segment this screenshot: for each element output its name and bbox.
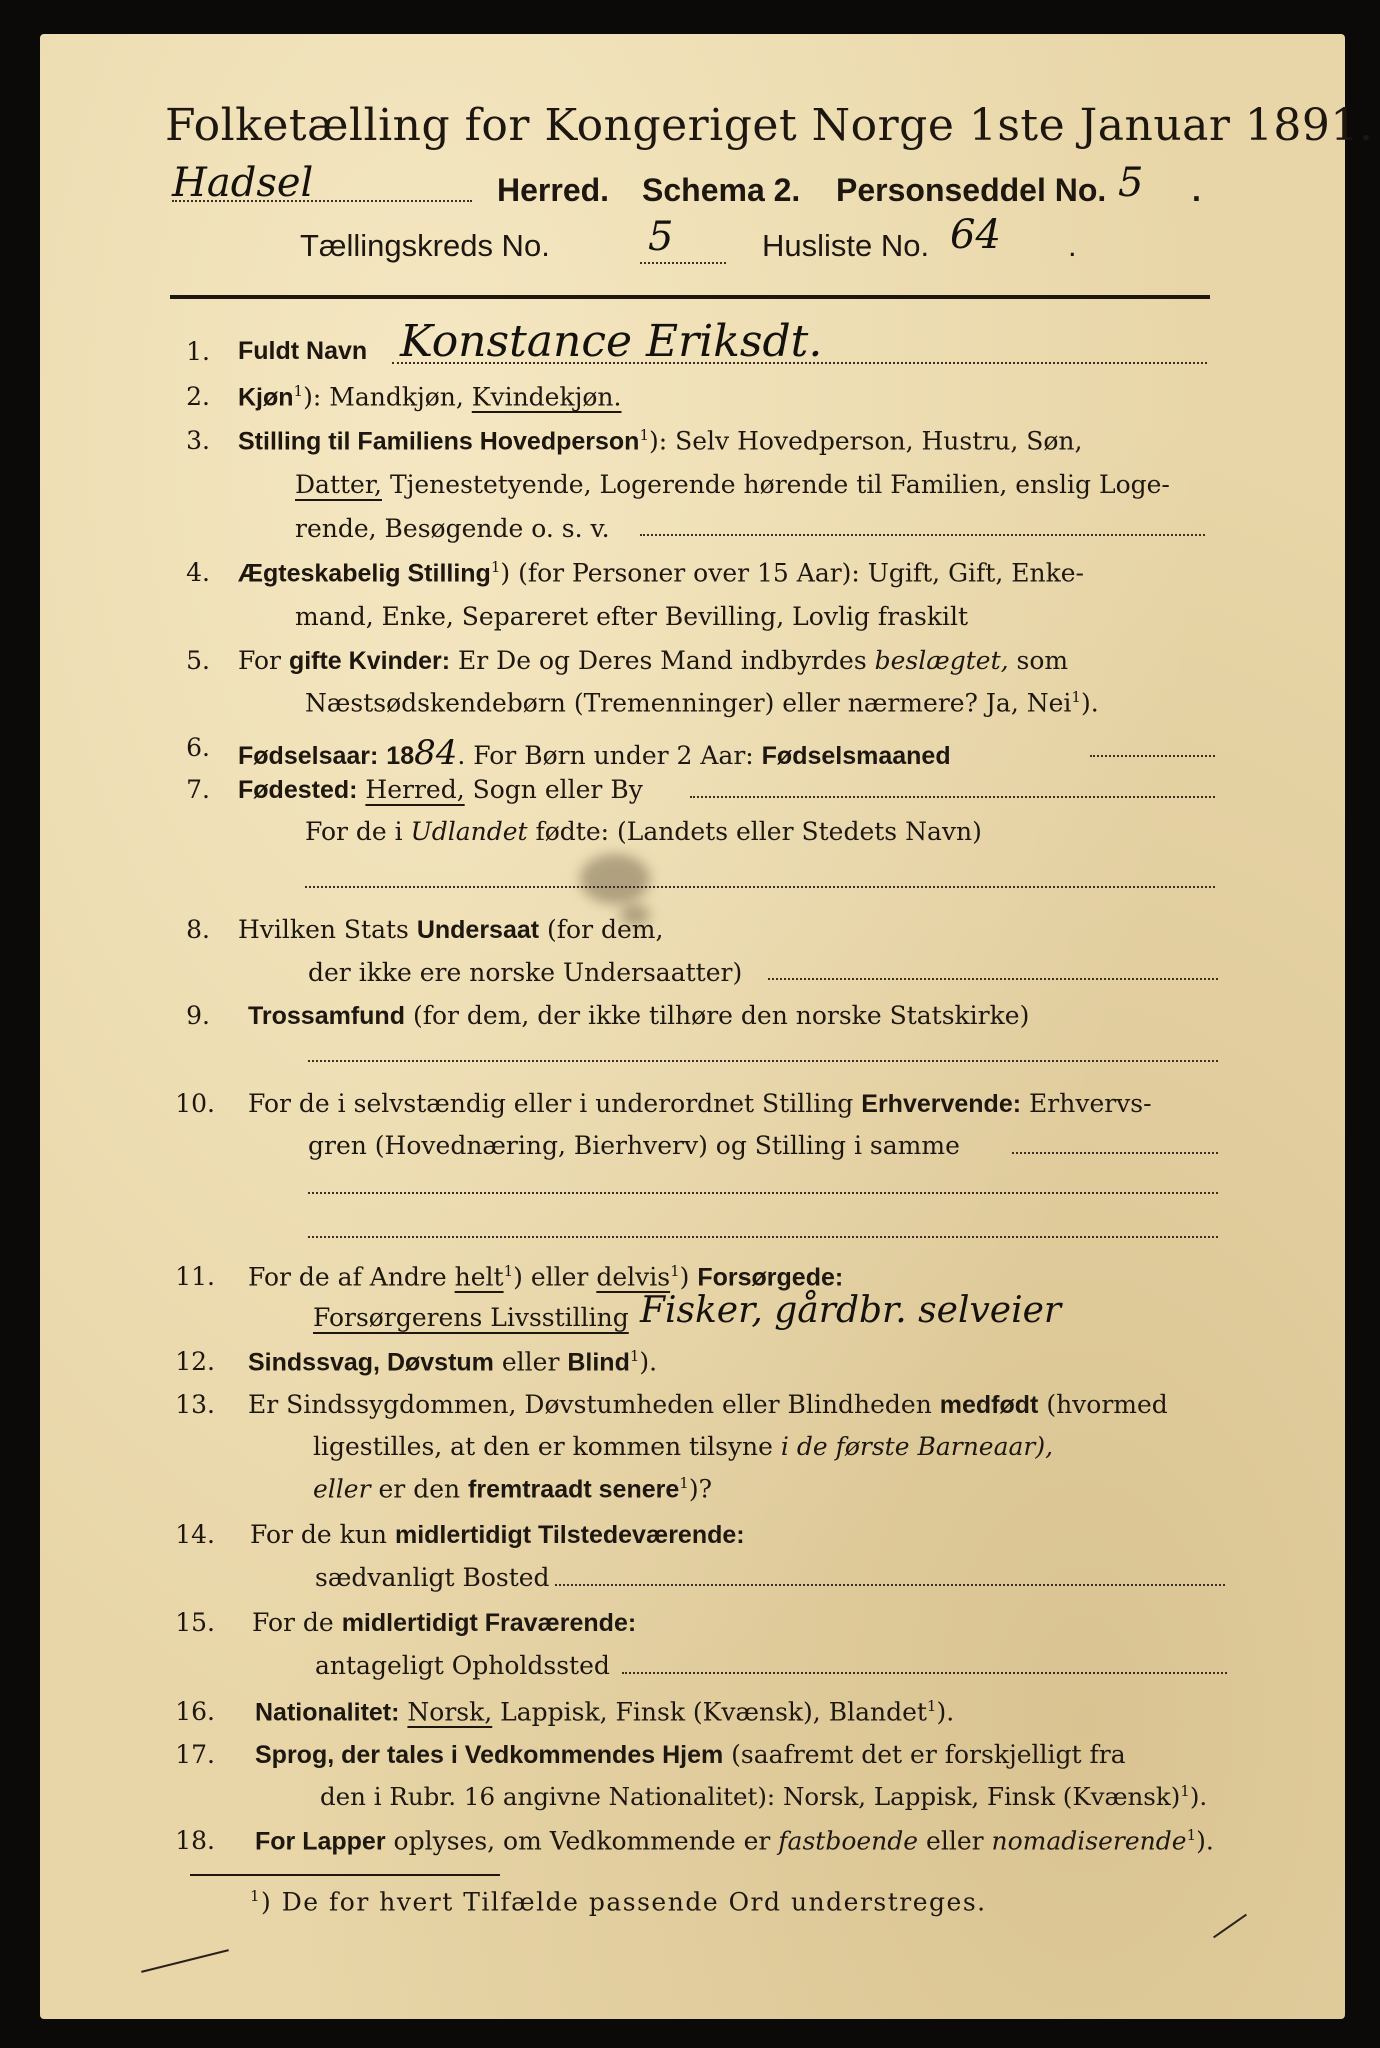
item-10-label: Erhvervende: bbox=[861, 1090, 1022, 1118]
item-7-number: 7. bbox=[186, 775, 210, 804]
item-11-number: 11. bbox=[175, 1262, 215, 1291]
item-13-line-2 bbox=[313, 1432, 1053, 1461]
item-5-text-d: beslægtet, bbox=[874, 646, 1009, 675]
footnote bbox=[250, 1887, 987, 1916]
item-13-number: 13. bbox=[175, 1390, 215, 1419]
item-14-label: midlertidigt Tilstedeværende: bbox=[394, 1521, 745, 1549]
item-16-line bbox=[255, 1697, 954, 1727]
herred-label: Herred. bbox=[497, 172, 610, 208]
item-17-text-c: den i Rubr. 16 angivne Nationalitet): Norsk, Lappisk, Finsk (Kvænsk) bbox=[320, 1782, 1181, 1812]
item-11-sup-2: 1 bbox=[670, 1262, 680, 1280]
item-3-text-2: Tjenestetyende, Logerende hørende til Familien, enslig Loge- bbox=[389, 470, 1170, 499]
item-2-sup: 1 bbox=[293, 382, 304, 400]
item-14-number: 14. bbox=[175, 1520, 215, 1549]
item-14-line-1 bbox=[250, 1520, 745, 1550]
item-3-dots bbox=[640, 534, 1205, 536]
item-9-label: Trossamfund bbox=[248, 1002, 405, 1030]
item-12-number: 12. bbox=[175, 1347, 215, 1376]
item-12-text-d: ). bbox=[639, 1347, 658, 1377]
item-5-text-a: For bbox=[238, 646, 281, 675]
item-6-label: Fødselsaar: bbox=[238, 742, 379, 770]
item-3-number: 3. bbox=[186, 426, 210, 455]
item-3-selected: Datter, bbox=[295, 470, 382, 499]
item-1-label: Fuldt Navn bbox=[238, 337, 368, 365]
item-11-sup-1: 1 bbox=[503, 1262, 514, 1280]
item-7-text-d: For de i bbox=[305, 817, 403, 846]
item-17-label: Sprog, der tales i Vedkommendes Hjem bbox=[255, 1741, 724, 1769]
item-2-label: Kjøn bbox=[238, 383, 294, 412]
item-5-number: 5. bbox=[186, 646, 210, 675]
item-2-number: 2. bbox=[186, 382, 210, 411]
item-3-label: Stilling til Familiens Hovedperson bbox=[238, 427, 640, 456]
item-18-text-b: oplyses, om Vedkommende er bbox=[393, 1826, 771, 1856]
item-11-text-a: For de af Andre bbox=[248, 1262, 447, 1292]
item-5-text-f: Næstsødskendebørn (Tremenninger) eller nærmere? Ja, Nei bbox=[305, 688, 1072, 718]
herred-handwritten: Hadsel bbox=[172, 160, 314, 206]
herred-dots bbox=[172, 200, 472, 202]
item-7-line-2 bbox=[305, 817, 982, 846]
item-13-text-d: ligestilles, at den er kommen tilsyne bbox=[313, 1432, 773, 1461]
item-15-text-a: For de bbox=[252, 1608, 334, 1637]
item-14-text-a: For de kun bbox=[250, 1520, 388, 1549]
footnote-rule bbox=[190, 1874, 500, 1876]
item-16-number: 16. bbox=[175, 1697, 215, 1726]
item-18-text-f: ). bbox=[1196, 1826, 1214, 1856]
item-2-text: ): Mandkjøn, bbox=[303, 382, 464, 412]
item-9-dots bbox=[308, 1060, 1218, 1062]
item-3-line-3: rende, Besøgende o. s. v. bbox=[295, 514, 610, 543]
footnote-text: ) De for hvert Tilfælde passende Ord understreges. bbox=[261, 1887, 987, 1917]
item-10-dots-3 bbox=[308, 1236, 1218, 1238]
ink-stain bbox=[580, 854, 650, 904]
item-11-line-2 bbox=[313, 1303, 629, 1332]
item-8-number: 8. bbox=[186, 915, 210, 944]
item-16-text-c: Lappisk, Finsk (Kvænsk), Blandet bbox=[500, 1697, 927, 1727]
item-16-selected: Norsk, bbox=[407, 1697, 493, 1727]
personseddel-end: . bbox=[1192, 172, 1201, 208]
form-title: Folketælling for Kongeriget Norge 1ste Januar 1891. bbox=[165, 100, 1374, 151]
item-10-dots-2 bbox=[308, 1192, 1218, 1194]
item-5-line-2 bbox=[305, 688, 1099, 717]
item-12-sup: 1 bbox=[629, 1347, 640, 1365]
item-16-label: Nationalitet: bbox=[255, 1698, 400, 1727]
item-11-helt: helt bbox=[454, 1262, 504, 1292]
item-11-text-e: ) bbox=[679, 1262, 690, 1292]
item-18-text-e: nomadiserende bbox=[991, 1826, 1187, 1856]
item-5-text-e: som bbox=[1016, 646, 1069, 675]
item-7-label: Fødested: bbox=[238, 776, 358, 804]
item-10-text-a: For de i selvstændig eller i underordnet Stilling bbox=[248, 1089, 854, 1118]
item-6-text: . For Børn under 2 Aar: bbox=[457, 741, 754, 770]
item-13-text-g: er den bbox=[378, 1474, 461, 1504]
item-13-line-1 bbox=[248, 1390, 1168, 1420]
item-6-prefix: 18 bbox=[386, 742, 415, 770]
item-7-selected: Herred, bbox=[365, 775, 465, 804]
taellingskreds-dots bbox=[640, 262, 726, 264]
item-15-number: 15. bbox=[175, 1608, 215, 1637]
item-16-text-d: ). bbox=[936, 1697, 955, 1727]
husliste-end: . bbox=[1068, 228, 1077, 263]
header-rule bbox=[170, 295, 1210, 299]
item-11-text-g: Forsørgerens Livsstilling bbox=[313, 1303, 629, 1332]
item-13-line-3 bbox=[313, 1474, 712, 1504]
item-5-label: gifte Kvinder: bbox=[288, 647, 451, 675]
item-4-text-1: ) (for Personer over 15 Aar): Ugift, Gift, Enke- bbox=[500, 558, 1084, 588]
item-10-text-c: Erhvervs- bbox=[1029, 1089, 1152, 1118]
item-6-line bbox=[238, 733, 951, 773]
item-9-number: 9. bbox=[186, 1001, 210, 1030]
item-8-label: Undersaat bbox=[416, 916, 540, 944]
item-18-sup: 1 bbox=[1186, 1826, 1197, 1844]
item-18-number: 18. bbox=[175, 1826, 215, 1855]
item-13-sup: 1 bbox=[679, 1474, 689, 1492]
item-3-text-1: ): Selv Hovedperson, Hustru, Søn, bbox=[649, 426, 1083, 456]
item-7-text-f: fødte: (Landets eller Stedets Navn) bbox=[535, 817, 982, 846]
item-17-line-2 bbox=[320, 1782, 1207, 1811]
personseddel-label: Personseddel No. bbox=[836, 172, 1107, 208]
item-11-line-1 bbox=[248, 1262, 843, 1292]
item-9-line bbox=[248, 1001, 1029, 1031]
item-13-text-c: (hvormed bbox=[1046, 1390, 1168, 1419]
item-15-dots bbox=[622, 1672, 1227, 1674]
item-18-text-c: fastboende bbox=[778, 1826, 919, 1856]
item-17-text-b: (saafremt det er forskjelligt fra bbox=[731, 1740, 1126, 1769]
item-4-label: Ægteskabelig Stilling bbox=[238, 559, 491, 588]
item-15-line-1 bbox=[252, 1608, 636, 1638]
item-7-dots-1 bbox=[690, 796, 1215, 798]
item-9-text: (for dem, der ikke tilhøre den norske Statskirke) bbox=[412, 1001, 1030, 1030]
item-12-label-2: Blind bbox=[567, 1348, 630, 1377]
item-11-delvis: delvis bbox=[596, 1262, 671, 1292]
item-3-sup: 1 bbox=[639, 426, 649, 444]
item-8-dots bbox=[768, 978, 1218, 980]
item-13-text-i: )? bbox=[688, 1474, 712, 1504]
item-8-text-c: (for dem, bbox=[547, 915, 664, 944]
item-7-text-e: Udlandet bbox=[410, 817, 528, 846]
item-18-label: For Lapper bbox=[255, 1827, 386, 1856]
item-13-label: medfødt bbox=[939, 1391, 1039, 1419]
item-1-number: 1. bbox=[186, 337, 210, 366]
item-13-text-e: i de første Barneaar), bbox=[780, 1432, 1054, 1461]
item-4-number: 4. bbox=[186, 558, 210, 587]
item-18-line bbox=[255, 1826, 1214, 1856]
item-6-dots bbox=[1090, 755, 1215, 757]
item-10-dots-1 bbox=[1012, 1152, 1218, 1154]
item-17-line-1 bbox=[255, 1740, 1126, 1770]
item-16-sup: 1 bbox=[926, 1697, 937, 1715]
footnote-sup: 1 bbox=[250, 1887, 262, 1905]
item-5-sup: 1 bbox=[1071, 688, 1081, 706]
item-14-dots bbox=[555, 1584, 1225, 1586]
taellingskreds-handwritten: 5 bbox=[648, 214, 674, 260]
item-1-dots bbox=[392, 362, 1207, 364]
item-8-line-1 bbox=[238, 915, 663, 945]
item-4-line-2: mand, Enke, Separeret efter Bevilling, Lovlig fraskilt bbox=[295, 602, 969, 631]
item-7-text: Sogn eller By bbox=[472, 775, 643, 804]
husliste-label: Husliste No. bbox=[762, 228, 930, 263]
item-8-text-a: Hvilken Stats bbox=[238, 915, 409, 944]
item-10-line-2: gren (Hovednæring, Bierhverv) og Stilling i samme bbox=[308, 1131, 960, 1160]
item-15-label: midlertidigt Fraværende: bbox=[341, 1609, 637, 1637]
personseddel-handwritten: 5 bbox=[1118, 160, 1144, 206]
item-7-dots-2 bbox=[305, 886, 1215, 888]
item-6-year-handwritten: 84 bbox=[414, 733, 458, 773]
item-18-text-d: eller bbox=[926, 1826, 984, 1856]
husliste-handwritten: 64 bbox=[950, 212, 1001, 258]
item-12-line bbox=[248, 1347, 657, 1377]
item-8-line-2: der ikke ere norske Undersaatter) bbox=[308, 958, 743, 987]
item-13-label-2: fremtraadt senere bbox=[468, 1475, 680, 1504]
taellingskreds-label: Tællingskreds No. bbox=[300, 228, 550, 263]
item-5-text-g: ). bbox=[1080, 688, 1099, 718]
item-10-line-1 bbox=[248, 1089, 1152, 1119]
item-4-line-1 bbox=[238, 558, 1084, 588]
item-2-selected: Kvindekjøn. bbox=[471, 382, 622, 412]
item-4-sup: 1 bbox=[490, 558, 501, 576]
item-11-text-c: ) eller bbox=[513, 1262, 589, 1292]
item-3-line-2 bbox=[295, 470, 1170, 499]
item-14-line-2: sædvanligt Bosted bbox=[315, 1563, 550, 1592]
item-12-label: Sindssvag, Døvstum bbox=[248, 1348, 494, 1377]
item-11-label: Forsørgede: bbox=[697, 1263, 844, 1292]
item-1-name-handwritten: Konstance Eriksdt. bbox=[400, 316, 823, 367]
item-17-sup: 1 bbox=[1180, 1782, 1190, 1800]
item-3-line-1 bbox=[238, 426, 1082, 456]
item-6-label-2: Fødselsmaaned bbox=[761, 742, 951, 770]
item-11-occupation-handwritten: Fisker, gårdbr. selveier bbox=[640, 1290, 1062, 1331]
item-7-line-1 bbox=[238, 775, 643, 805]
item-12-text-b: eller bbox=[501, 1347, 560, 1377]
item-13-text-f: eller bbox=[313, 1474, 371, 1504]
item-17-number: 17. bbox=[175, 1740, 215, 1769]
item-5-line-1 bbox=[238, 646, 1068, 676]
item-15-line-2: antageligt Opholdssted bbox=[315, 1651, 610, 1680]
item-6-number: 6. bbox=[186, 733, 210, 762]
item-13-text-a: Er Sindssygdommen, Døvstumheden eller Blindheden bbox=[248, 1390, 932, 1419]
item-17-text-d: ). bbox=[1189, 1782, 1208, 1812]
item-5-text-c: Er De og Deres Mand indbyrdes bbox=[458, 646, 867, 675]
item-2-line bbox=[238, 382, 621, 412]
schema-label: Schema 2. bbox=[642, 172, 801, 208]
item-10-number: 10. bbox=[175, 1089, 215, 1118]
